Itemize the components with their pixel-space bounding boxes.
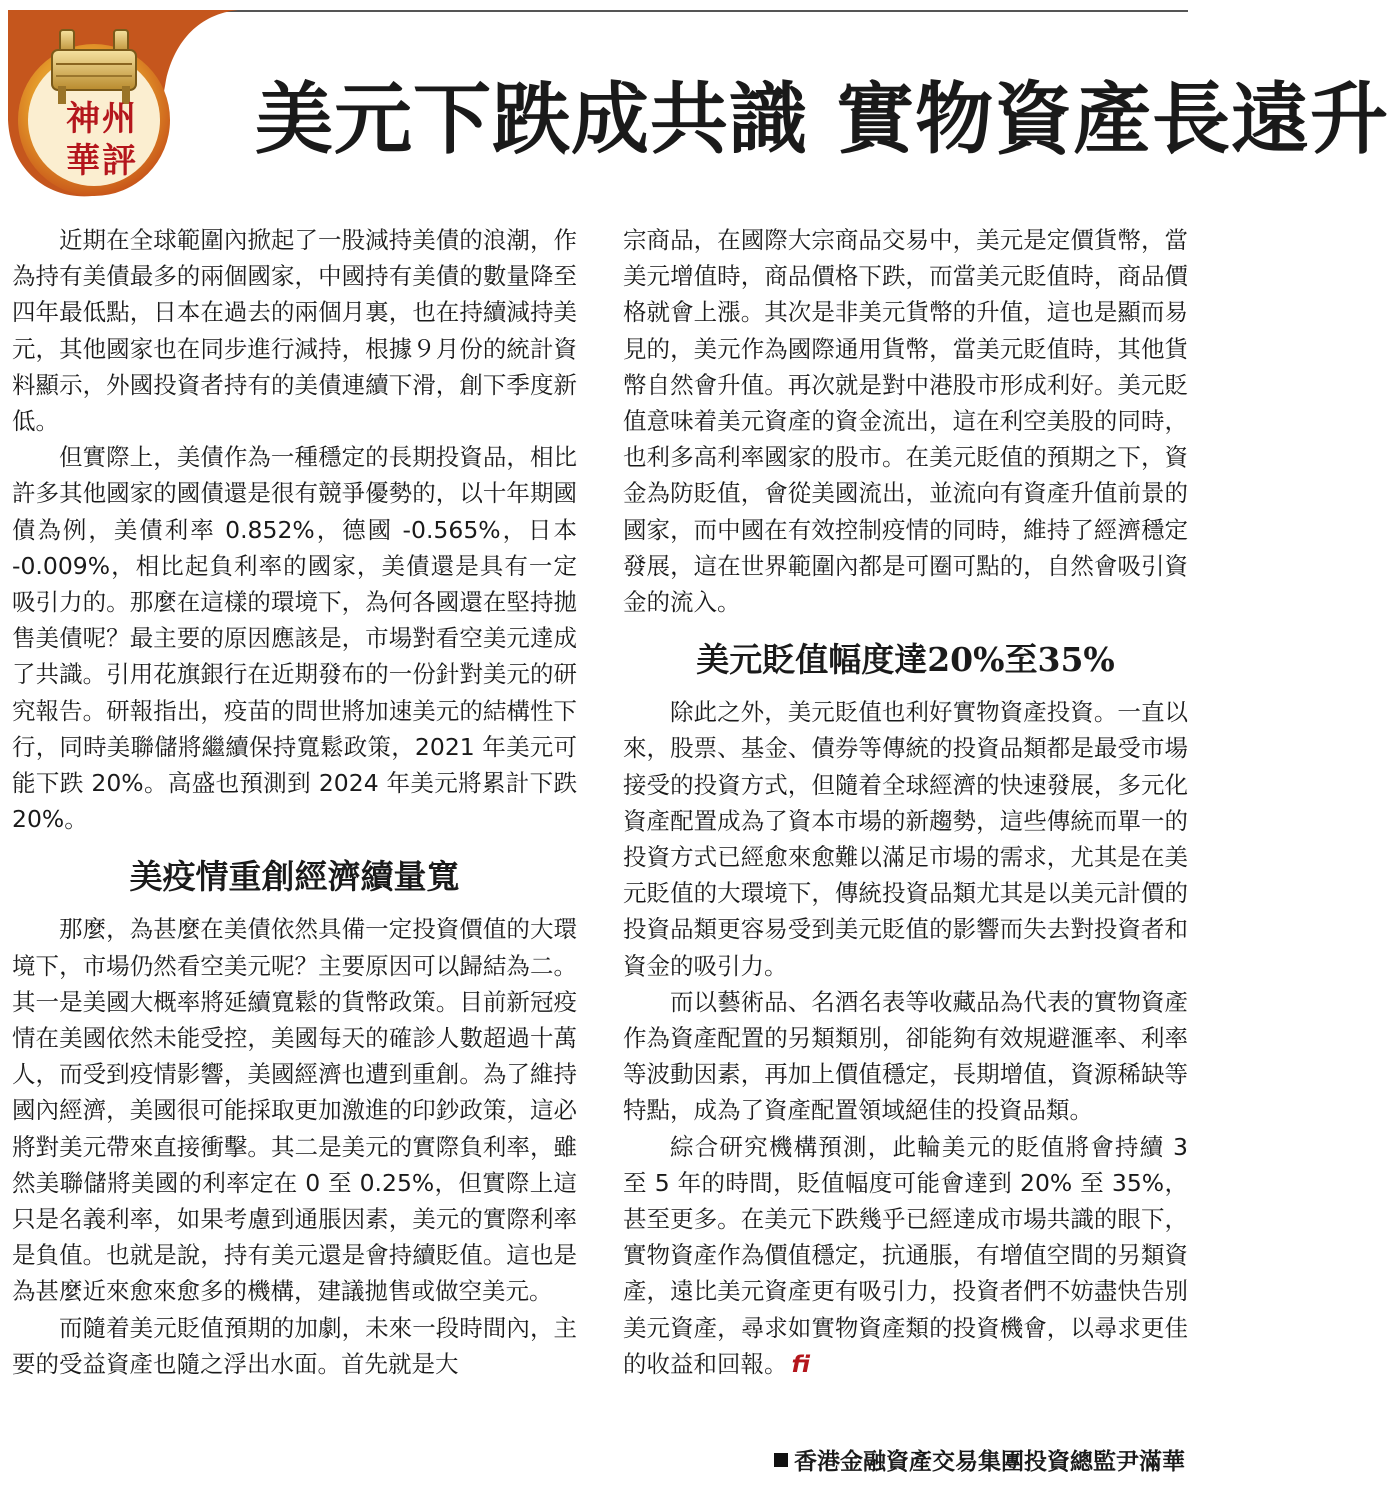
paragraph-text: 綜合研究機構預測，此輪美元的貶值將會持續 3 至 5 年的時間，貶值幅度可能會達到 20% 至 35%，甚至更多。在美元下跌幾乎已經達成市場共識的眼下，實物資產作為價值穩定，抗通脹，有增值空間的另類資產，遠比美元資產更有吸引力，投資者們不妨盡快告別美元資產，尋求如實物資產類的投資機會，以尋求更佳的收益和回報。 bbox=[623, 1132, 1188, 1378]
left-column bbox=[12, 222, 577, 1382]
end-mark-logo: fi bbox=[791, 1349, 810, 1378]
paragraph bbox=[623, 1129, 1188, 1382]
badge-line2: 華評 bbox=[66, 141, 138, 181]
badge-line1: 神州 bbox=[66, 99, 138, 139]
author-name: 香港金融資產交易集團投資總監尹滿華 bbox=[794, 1449, 1185, 1475]
right-column bbox=[623, 222, 1188, 1382]
paragraph: 那麼，為甚麼在美債依然具備一定投資價值的大環境下，市場仍然看空美元呢？主要原因可以歸結為二。其一是美國大概率將延續寬鬆的貨幣政策。目前新冠疫情在美國依然未能受控，美國每天的確診人數超過十萬人，而受到疫情影響，美國經濟也遭到重創。為了維持國內經濟，美國很可能採取更加激進的印鈔政策，這必將對美元帶來直接衝擊。其二是美元的實際負利率，雖然美聯儲將美國的利率定在 0 至 0.25%，但實際上這只是名義利率，如果考慮到通脹因素，美元的實際利率是負值。也就是說，持有美元還是會持續貶值。這也是為甚麼近來愈來愈多的機構，建議拋售或做空美元。 bbox=[12, 915, 577, 1306]
subheading: 美疫情重創經濟續量寬 bbox=[129, 857, 460, 897]
paragraph: 宗商品，在國際大宗商品交易中，美元是定價貨幣，當美元增值時，商品價格下跌，而當美元貶值時，商品價格就會上漲。其次是非美元貨幣的升值，這也是顯而易見的，美元作為國際通用貨幣，當美元貶值時，其他貨幣自然會升值。再次就是對中港股市形成利好。美元貶值意味着美元資產的資金流出，這在利空美股的同時，也利多高利率國家的股市。在美元貶值的預期之下，資金為防貶值，會從美國流出，並流向有資產升值前景的國家，而中國在有效控制疫情的同時，維持了經濟穩定發展，這在世界範圍內都是可圈可點的，自然會吸引資金的流入。 bbox=[623, 226, 1188, 617]
author-signature bbox=[774, 1446, 1185, 1478]
badge-label bbox=[54, 98, 150, 182]
square-bullet-icon bbox=[774, 1453, 788, 1467]
top-rule bbox=[190, 10, 1188, 12]
paragraph: 但實際上，美債作為一種穩定的長期投資品，相比許多其他國家的國債還是很有競爭優勢的，以十年期國債為例，美債利率 0.852%，德國 -0.565%，日本 -0.009%，相比起負利率的國家，美債還是具有一定吸引力的。那麼在這樣的環境下，為何各國還在堅持拋售美債呢？最主要的原因應該是，市場對看空美元達成了共識。引用花旗銀行在近期發布的一份針對美元的研究報告。研報指出，疫苗的問世將加速美元的結構性下行，同時美聯儲將繼續保持寬鬆政策，2021 年美元可能下跌 20%。高盛也預測到 2024 年美元將累計下跌 20%。 bbox=[12, 443, 577, 834]
column-badge bbox=[0, 0, 238, 200]
headline: 美元下跌成共識 實物資產長遠升 bbox=[255, 74, 1389, 165]
subheading: 美元貶值幅度達20%至35% bbox=[696, 640, 1115, 680]
paragraph: 而隨着美元貶值預期的加劇，未來一段時間內，主要的受益資產也隨之浮出水面。首先就是大 bbox=[12, 1313, 577, 1378]
paragraph: 而以藝術品、名酒名表等收藏品為代表的實物資產作為資產配置的另類類別，卻能夠有效規避滙率、利率等波動因素，再加上價值穩定，長期增值，資源稀缺等特點，成為了資產配置領域絕佳的投資品類。 bbox=[623, 987, 1188, 1125]
paragraph: 近期在全球範圍內掀起了一股減持美債的浪潮，作為持有美債最多的兩個國家，中國持有美債的數量降至四年最低點，日本在過去的兩個月裏，也在持續減持美元，其他國家也在同步進行減持，根據９月份的統計資料顯示，外國投資者持有的美債連續下滑，創下季度新低。 bbox=[12, 226, 577, 436]
paragraph: 除此之外，美元貶值也利好實物資產投資。一直以來，股票、基金、債券等傳統的投資品類都是最受市場接受的投資方式，但隨着全球經濟的快速發展，多元化資產配置成為了資本市場的新趨勢，這些傳統而單一的投資方式已經愈來愈難以滿足市場的需求，尤其是在美元貶值的大環境下，傳統投資品類尤其是以美元計價的投資品類更容易受到美元貶值的影響而失去對投資者和資金的吸引力。 bbox=[623, 698, 1188, 980]
